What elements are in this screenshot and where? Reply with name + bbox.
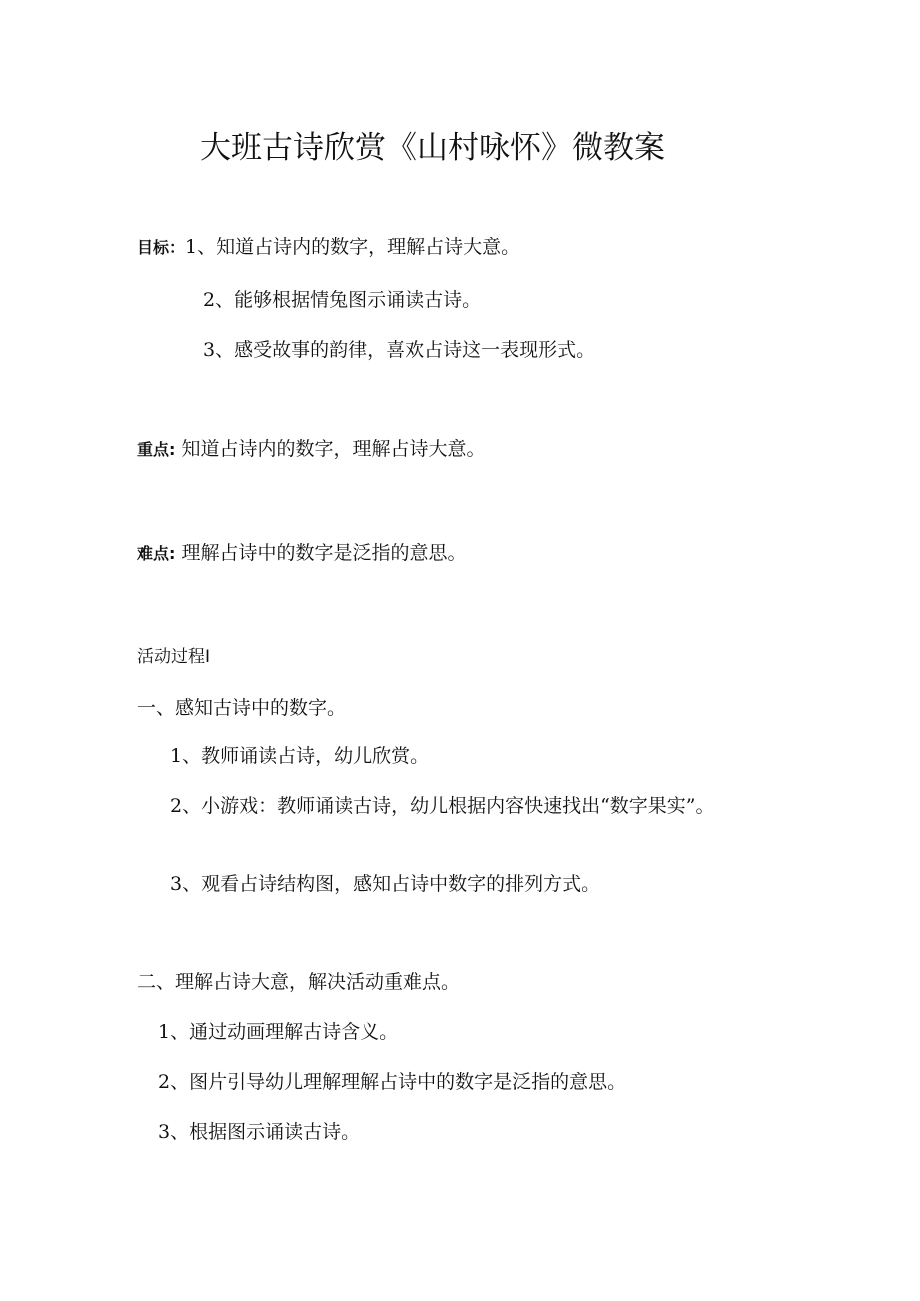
section-2-step: 2、图片引导幼儿理解理解占诗中的数字是泛指的意思。 [158, 1071, 627, 1093]
key-point-text: 知道占诗内的数字，理解占诗大意。 [181, 438, 486, 460]
key-point-label: 重点: [137, 440, 176, 459]
key-point-line [137, 435, 485, 464]
section-1-title: 一、感知古诗中的数字。 [137, 697, 347, 719]
process-heading: 活动过程I [137, 647, 211, 667]
difficulty-text: 理解占诗中的数字是泛指的意思。 [181, 542, 467, 564]
goal-item: 3、感受故事的韵律，喜欢占诗这一表现形式。 [203, 339, 596, 361]
goal-item: 1、知道占诗内的数字，理解占诗大意。 [185, 236, 521, 258]
section-1-step: 1、教师诵读占诗，幼儿欣赏。 [170, 745, 430, 767]
difficulty-label: 难点: [137, 544, 176, 563]
section-1-step: 3、观看占诗结构图，感知占诗中数字的排列方式。 [170, 873, 601, 895]
section-2-step: 3、根据图示诵读古诗。 [158, 1121, 361, 1143]
goal-item: 2、能够根据情兔图示诵读古诗。 [203, 289, 482, 311]
section-2-title: 二、理解占诗大意，解决活动重难点。 [137, 971, 461, 993]
goals-label: 目标： [137, 238, 186, 257]
section-1-step: 2、小游戏：教师诵读古诗，幼儿根据内容快速找出“数字果实”。 [170, 795, 715, 817]
difficulty-line [137, 539, 466, 568]
goals-line-1 [137, 233, 520, 262]
document-title: 大班古诗欣赏《山村咏怀》微教案 [200, 130, 665, 166]
section-2-step: 1、通过动画理解古诗含义。 [158, 1021, 399, 1043]
